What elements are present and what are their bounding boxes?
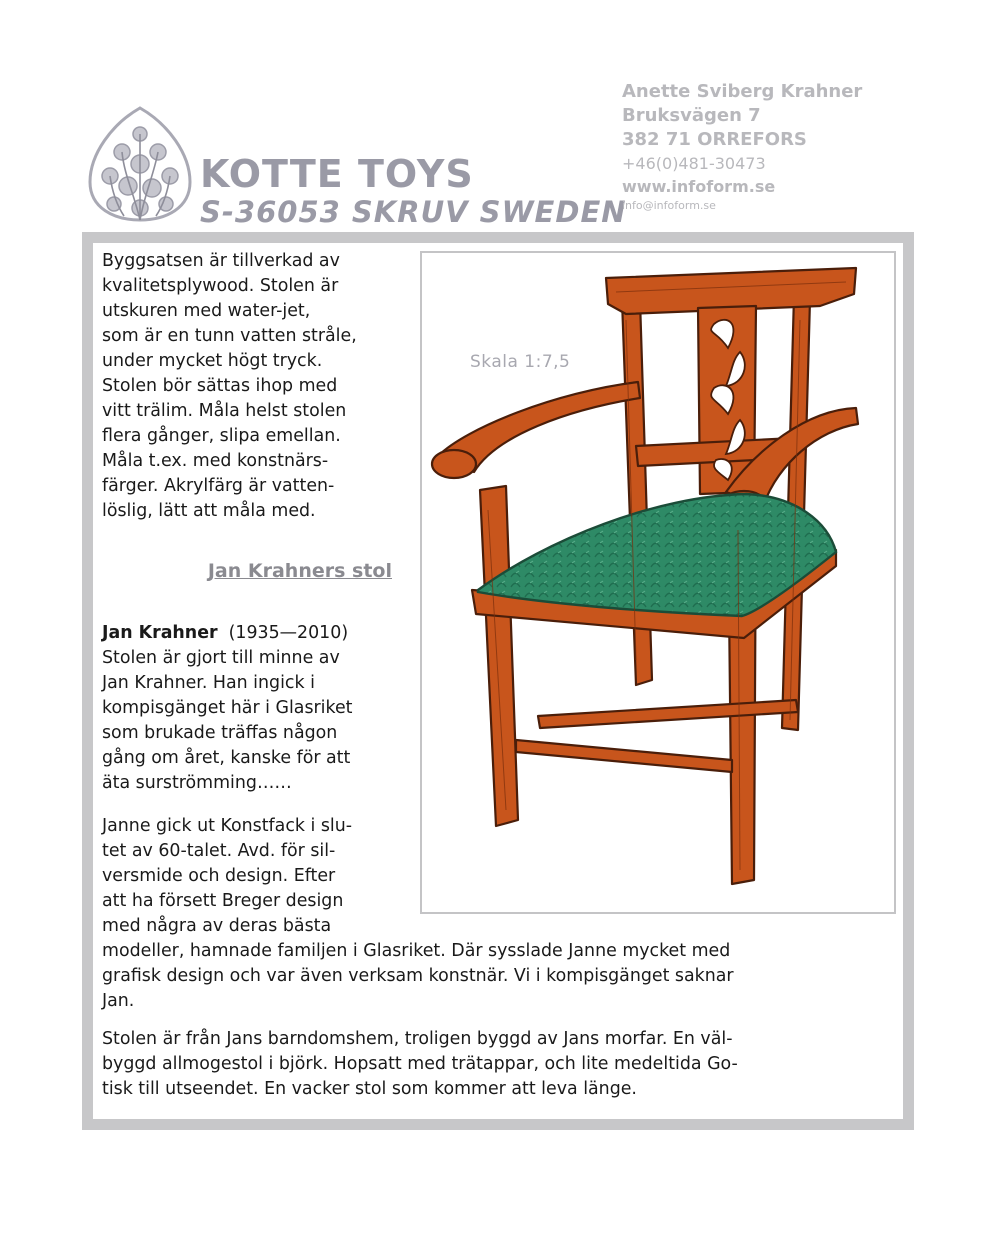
bio-paragraph-4 bbox=[102, 1027, 862, 1102]
intro-line: Stolen bör sättas ihop med bbox=[102, 376, 338, 396]
intro-line: vitt trälim. Måla helst stolen bbox=[102, 401, 347, 421]
bio-years: (1935—2010) bbox=[228, 623, 349, 643]
bio-line: byggd allmogestol i björk. Hopsatt med trätappar, och lite medeltida Go- bbox=[102, 1054, 738, 1074]
bio-name: Jan Krahner bbox=[102, 623, 218, 643]
address-name: Anette Sviberg Krahner bbox=[622, 81, 863, 102]
bio-line: gång om året, kanske för att bbox=[102, 748, 351, 768]
bio-line: grafisk design och var även verksam konstnär. Vi i kompisgänget saknar bbox=[102, 966, 734, 986]
bio-line: Jan. bbox=[102, 991, 135, 1011]
bio-line: med några av deras bästa bbox=[102, 916, 332, 936]
bio-line: äta surströmming…… bbox=[102, 773, 292, 793]
intro-text bbox=[102, 249, 402, 524]
bio-line: tisk till utseendet. En vacker stol som kommer att leva länge. bbox=[102, 1079, 637, 1099]
bio-heading bbox=[102, 621, 412, 646]
brand-title: KOTTE TOYS bbox=[200, 152, 474, 196]
bio-line: Jan Krahner. Han ingick i bbox=[102, 673, 315, 693]
bio-paragraph-1 bbox=[102, 646, 412, 796]
bio-paragraph-3 bbox=[102, 939, 882, 1014]
bio-line: som brukade träffas någon bbox=[102, 723, 338, 743]
bio-line: kompisgänget här i Glasriket bbox=[102, 698, 353, 718]
address-city: 382 71 ORREFORS bbox=[622, 129, 807, 150]
bio-line: Stolen är gjort till minne av bbox=[102, 648, 340, 668]
intro-line: utskuren med water-jet, bbox=[102, 301, 311, 321]
bio-line: Stolen är från Jans barndomshem, troligen byggd av Jans morfar. En väl- bbox=[102, 1029, 733, 1049]
bio-line: versmide och design. Efter bbox=[102, 866, 336, 886]
intro-line: färger. Akrylfärg är vatten- bbox=[102, 476, 335, 496]
bio-paragraph-2 bbox=[102, 814, 412, 939]
address-street: Bruksvägen 7 bbox=[622, 105, 761, 126]
scale-label: Skala 1:7,5 bbox=[470, 352, 571, 372]
bio-line: att ha försett Breger design bbox=[102, 891, 344, 911]
bio-line: modeller, hamnade familjen i Glasriket. Där sysslade Janne mycket med bbox=[102, 941, 731, 961]
address-block bbox=[622, 80, 962, 214]
intro-line: Måla t.ex. med konstnärs- bbox=[102, 451, 329, 471]
intro-line: som är en tunn vatten stråle, bbox=[102, 326, 357, 346]
intro-line: flera gånger, slipa emellan. bbox=[102, 426, 341, 446]
address-website[interactable]: www.infoform.se bbox=[622, 177, 776, 196]
intro-line: under mycket högt tryck. bbox=[102, 351, 323, 371]
brand-subtitle: S-36053 SKRUV SWEDEN bbox=[200, 195, 627, 229]
intro-line: löslig, lätt att måla med. bbox=[102, 501, 316, 521]
address-phone: +46(0)481-30473 bbox=[622, 154, 766, 173]
bio-line: tet av 60-talet. Avd. för sil- bbox=[102, 841, 336, 861]
section-title: Jan Krahners stol bbox=[207, 560, 392, 582]
bio-line: Janne gick ut Konstfack i slu- bbox=[102, 816, 353, 836]
pine-cone-icon bbox=[84, 104, 196, 222]
address-email[interactable]: info@infoform.se bbox=[622, 199, 716, 212]
intro-line: Byggsatsen är tillverkad av bbox=[102, 251, 340, 271]
intro-line: kvalitetsplywood. Stolen är bbox=[102, 276, 339, 296]
